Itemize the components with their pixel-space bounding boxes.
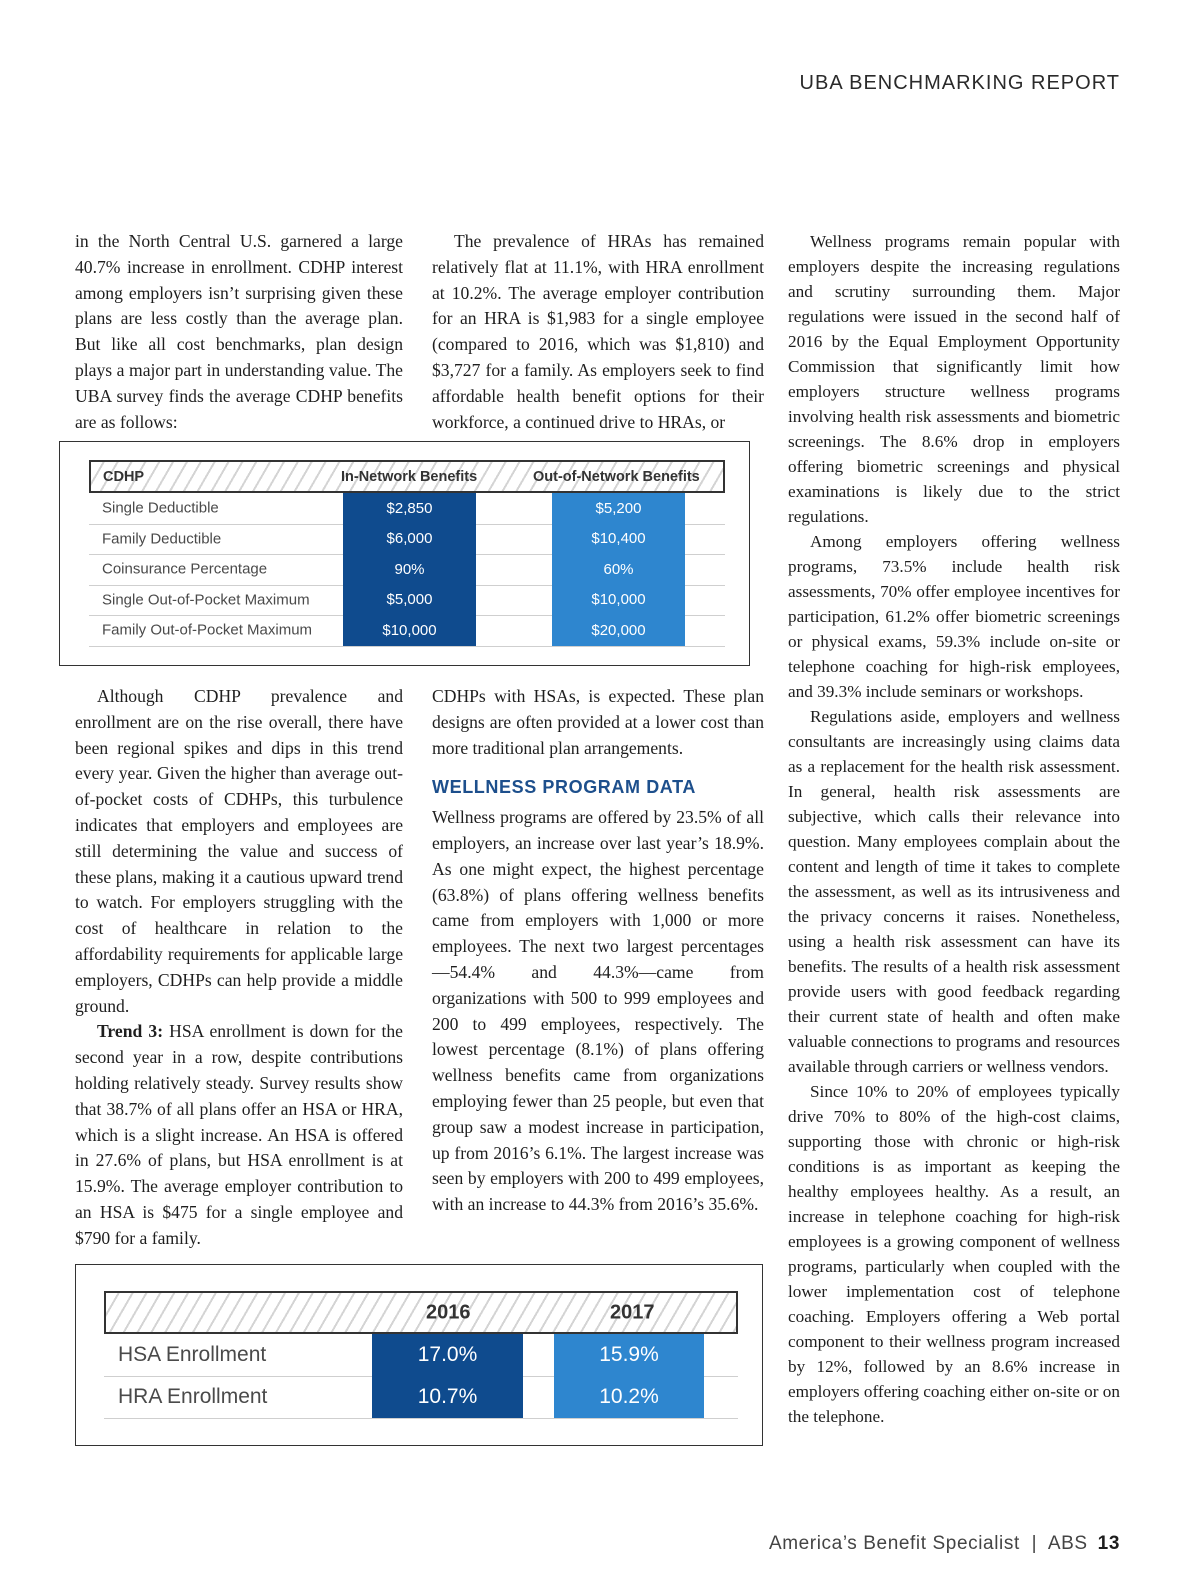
column-1-bottom [75,684,403,1252]
row-label: HSA Enrollment [118,1343,267,1366]
col3-paragraph-3: Regulations aside, employers and wellness consultants are increasingly using claims data as a replacement for the health risk assessment. In general, health risk assessments are subjective, which calls their relevance into question. Many employees complain about the content and length of time it takes to complete the assessment, as well as its intrusiveness and the privacy concerns it raises. Nonetheless, using a health risk assessment can have its benefits. The results of a health risk assessment provide users with good feedback regarding their current state of health and often make valuable connections to programs and resources available through carriers or wellness vendors. [788,707,1120,1076]
value-2017: 10.2% [554,1376,704,1418]
cdhp-row-single-oop [89,585,725,617]
row-label: Family Out-of-Pocket Maximum [102,621,313,639]
column-1-top [75,229,403,435]
column-2-bottom [432,684,764,1218]
in-network-value: $10,000 [343,615,476,646]
value-2016: 17.0% [372,1334,523,1376]
trend-3-lead: Trend 3: [97,1021,164,1042]
out-of-network-value: $10,000 [552,585,685,616]
row-label: Family Deductible [102,530,222,548]
out-of-network-value: $20,000 [552,615,685,646]
cdhp-table-header [89,460,725,493]
col3-paragraph-2: Among employers offering wellness programs, 73.5% include health risk assessments, 70% offer employee incentives for participation, 61.2% offer biometric screenings or physical exams, 59.3% include on-site or telephone coaching for high-risk employees, and 39.3% include seminars or workshops. [788,532,1120,701]
in-network-value: $2,850 [343,493,476,524]
col3-paragraph-1: Wellness programs remain popular with employers despite the increasing regulations and scrutiny surrounding them. Major regulations were issued in the second half of 2016 by the Equal Employment Opportunity Commission that significantly limit how employers structure wellness programs involving health risk assessments and biometric screenings. The 8.6% drop in employers offering biometric screenings and physical examinations is likely due to the strict regulations. [788,232,1120,526]
col1-paragraph-1: in the North Central U.S. garnered a large 40.7% increase in enrollment. CDHP interest among employers isn’t surprising given these plans are less costly than the average plan. But like all cost benchmarks, plan design plays a major part in understanding value. The UBA survey finds the average CDHP benefits are as follows: [75,231,403,432]
column-2-top [432,229,764,435]
year-2016-header: 2016 [426,1301,471,1323]
page-number: 13 [1097,1533,1120,1554]
cdhp-row-family-oop [89,615,725,647]
col1-paragraph-2: Although CDHP prevalence and enrollment are on the rise overall, there have been regional spikes and dips in this trend every year. Given the higher than average out-of-pocket costs of CDHPs, this turbulence indicates that employers and employees are still determining the value and success of these plans, making it a cautious upward trend to watch. For employers struggling with the cost of healthcare in relation to the affordability requirements for applicable large employers, CDHPs can help provide a middle ground. [75,686,403,1016]
page-footer [769,1533,1120,1555]
enrollment-table [75,1264,763,1446]
hsa-enrollment-row [104,1334,738,1377]
column-3 [788,229,1120,1429]
hra-enrollment-row [104,1376,738,1419]
row-label: Single Out-of-Pocket Maximum [102,591,310,609]
cdhp-row-coinsurance [89,554,725,586]
col2-paragraph-3: Wellness programs are offered by 23.5% of all employers, an increase over last year’s 18.9%. As one might expect, the highest percentage (63.8%) of plans offering wellness benefits came from employers with 1,000 or more employees. The next two largest percentages—54.4% and 44.3%—came from organizations with 500 to 999 employees and 200 to 499 employees, respectively. The lowest percentage (8.1%) of plans offering wellness benefits came from organizations employing fewer than 25 people, but even that group saw a modest increase in participation, up from 2016’s 6.1%. The largest increase was seen by employers with 200 to 499 employees, with an increase to 44.3% from 2016’s 35.6%. [432,807,764,1215]
enrollment-table-header [104,1291,738,1334]
out-of-network-value: 60% [552,554,685,585]
row-label: HRA Enrollment [118,1385,268,1408]
col1-paragraph-3 [75,1019,403,1251]
row-label: Coinsurance Percentage [102,560,268,578]
in-network-value: $5,000 [343,585,476,616]
row-label: Single Deductible [102,499,219,517]
in-network-value: 90% [343,554,476,585]
cdhp-row-family-deductible [89,524,725,556]
running-header: UBA BENCHMARKING REPORT [799,72,1120,94]
trend-3-text: HSA enrollment is down for the second year in a row, despite contributions holding relatively steady. Survey results show that 38.7% of all plans offer an HSA or HRA, which is a slight increase. An HSA is offered in 27.6% of plans, but HSA enrollment is at 15.9%. The average employer contribution to an HSA is $475 for a single employee and $790 for a family. [75,1021,403,1248]
col2-paragraph-1: The prevalence of HRAs has remained relatively flat at 11.1%, with HRA enrollment at 10.2%. The average employer contribution for an HRA is $1,983 for a single employee (compared to 2016, which was $1,810) and $3,727 for a family. As employers seek to find affordable health benefit options for their workforce, a continued drive to HRAs, or [432,231,764,432]
in-network-header: In-Network Benefits [341,468,478,485]
out-of-network-header: Out-of-Network Benefits [533,468,700,485]
col2-paragraph-2: CDHPs with HSAs, is expected. These plan designs are often provided at a lower cost than more traditional plan arrangements. [432,686,764,758]
cdhp-benefits-table [59,441,750,666]
in-network-value: $6,000 [343,524,476,555]
value-2017: 15.9% [554,1334,704,1376]
out-of-network-value: $5,200 [552,493,685,524]
out-of-network-value: $10,400 [552,524,685,555]
footer-publication: America’s Benefit Specialist | ABS [768,1533,1088,1554]
col3-paragraph-4: Since 10% to 20% of employees typically drive 70% to 80% of the high-cost claims, supporting those with chronic or high-risk conditions is as important as keeping the healthy employees healthy. As a result, an increase in telephone coaching for high-risk employees is a growing component of wellness programs, particularly when coupled with the lower implementation cost of telephone coaching. Employers offering a Web portal component to their wellness program increased by 12%, followed by an 8.6% increase in employers offering coaching either on-site or on the telephone. [788,1082,1120,1426]
cdhp-row-single-deductible [89,493,725,525]
wellness-section-heading: WELLNESS PROGRAM DATA [432,777,696,798]
year-2017-header: 2017 [610,1301,655,1323]
cdhp-header-label: CDHP [103,468,145,485]
value-2016: 10.7% [372,1376,523,1418]
